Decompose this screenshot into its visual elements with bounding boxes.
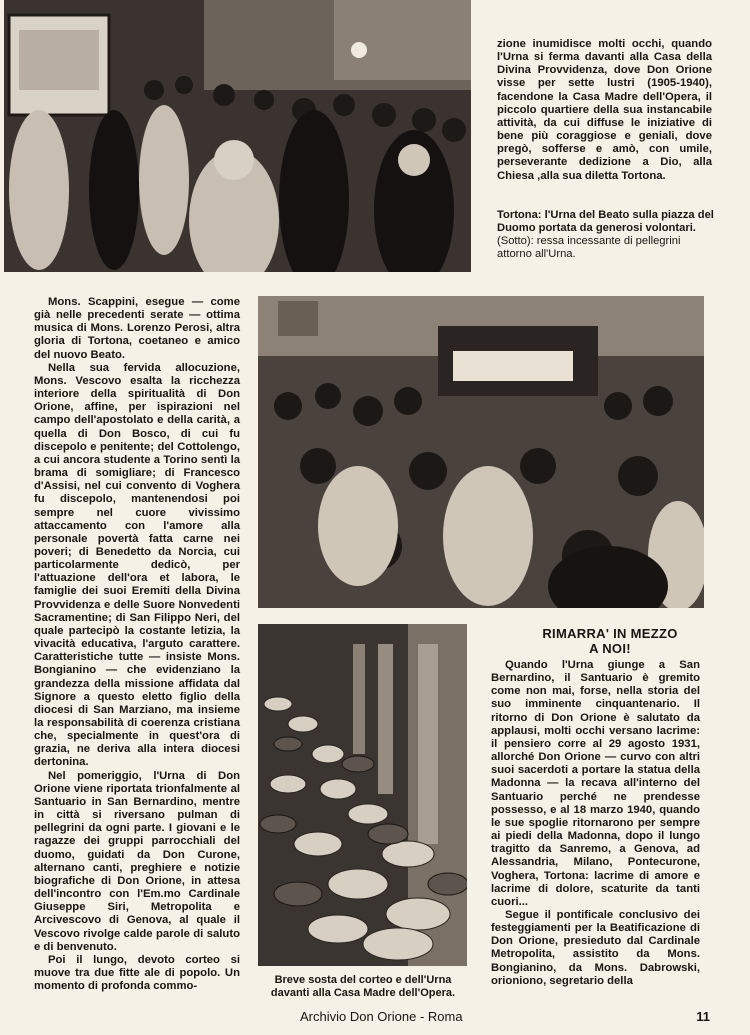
photo-umbrellas-arcade: [258, 624, 467, 966]
right-paragraph-2: Segue il pontificale conclusivo dei festeggiamenti per la Beatificazione di Don Orione, presieduto dal Cardinale Metropolita, assistito da Mons. Bongianino, da Mons. Dabrowski, orioniono, segretario della: [491, 908, 700, 987]
left-paragraph-1: Mons. Scappini, esegue — come già nelle precedenti serate — ottima musica di Mons. Lorenzo Perosi, altra gloria di Tortona, coetaneo e amico del nuovo Beato.: [34, 296, 240, 361]
left-column: [34, 296, 240, 993]
caption-bold: Tortona: l'Urna del Beato sulla piazza del Duomo portata da generosi volontari.: [497, 209, 714, 234]
photo-urn-carried-piazza: [4, 0, 471, 272]
archive-credit: Archivio Don Orione - Roma: [300, 1009, 463, 1024]
left-paragraph-2: Nella sua fervida allocuzione, Mons. Vescovo esalta la ricchezza interiore della spiritualità di Don Orione, affine, per ispirazioni nel campo dell'apostolato e della carità, a quella di Don Bosco, di cui fu discepolo e penitente; del Cottolengo, a cui ancora studente a Torino sentì la brama di somigliare; di Francesco d'Assisi, nel cui convento di Voghera fu discepolo, mantenendosi poi sempre nel cuore vivissimo attaccamento con l'amore alla personale povertà fatta carne nei poveri; di Benedetto da Norcia, cui particolarmente dedicò, per l'attuazione dell'ora et labora, le famiglie dei suoi Eremiti della Divina Provvidenza e delle Suore Nonvedenti Sacramentine; di San Filippo Neri, del quale partecipò la costante letizia, la vivacità educativa, l'arguto carattere. Caratteristiche tutte — insiste Mons. Bongianino — che evidenziano la grandezza della missione affidata dal Signore a questo eletto figlio della diocesi di San Marziano, ma insieme la responsabilità di coerenza cristiana che, specialmente in quest'ora di grazia, ne deriva alla intera diocesi dertonina.: [34, 361, 240, 769]
right-column: [491, 659, 700, 988]
right-paragraph-1: Quando l'Urna giunge a San Bernardino, il Santuario è gremito come non mai, forse, nella storia del suo imminente cinquantenario. Il ritorno di Don Orione è salutato da applausi, molti occhi versano lacrime: il pensiero corre al 29 agosto 1931, allorché Don Orione — curvo con altri suoi sacerdoti a portare la statua della Madonna — la recava all'interno del Santuario perché ne prendesse possesso, e al 18 marzo 1940, quando le sue spoglie ritornarono per sempre ai piedi della Madonna, dopo il lungo tragitto da Sanremo, a Genova, ad Alessandria, Milano, Pontecurone, Voghera, Tortona: lacrime di amore e lacrime di dolore, scaturite da tanti cuori...: [491, 659, 700, 908]
caption-sub: (Sotto): ressa incessante di pellegrini attorno all'Urna.: [497, 235, 681, 260]
page-number: 11: [696, 1009, 710, 1024]
section-heading: RIMARRA' IN MEZZO A NOI!: [542, 626, 678, 656]
left-paragraph-4: Poi il lungo, devoto corteo si muove tra due fitte ale di popolo. Un momento di profonda commo-: [34, 953, 240, 993]
top-right-paragraph: zione inumidisce molti occhi, quando l'Urna si ferma davanti alla Casa della Divina Provvidenza, dove Don Orione visse per sette lustri (1905-1940), facendone la Casa Madre dell'Opera, il piccolo quartiere della sua instancabile attività, da cui diffuse le iniziative di bene più coraggiose e geniali, dove pregò, sofferse e amò, con umile, perseverante dedizione a Dio, alla Chiesa ,alla sua diletta Tortona.: [497, 38, 712, 182]
top-photo-caption: [497, 209, 717, 261]
photo-crowd-around-urn: [258, 296, 704, 608]
page-footer: [0, 1001, 750, 1035]
top-right-column: [497, 38, 712, 183]
left-paragraph-3: Nel pomeriggio, l'Urna di Don Orione viene riportata trionfalmente al Santuario in San Bernardino, mentre in città si riversano pulman di pellegrini da ogni parte. I giovani e le ragazze dei gruppi parrocchiali del duomo, guidati da Don Curone, alternano canti, preghiere e notizie biografiche di Don Orione, in attesa dell'incontro con l'Em.mo Cardinale Giuseppe Siri, Metropolita e Arcivescovo di Genova, al quale il Vescovo rivolge calde parole di saluto e di benvenuto.: [34, 769, 240, 953]
bottom-photo-caption: Breve sosta del corteo e dell'Urna davanti alla Casa Madre dell'Opera.: [270, 974, 456, 999]
